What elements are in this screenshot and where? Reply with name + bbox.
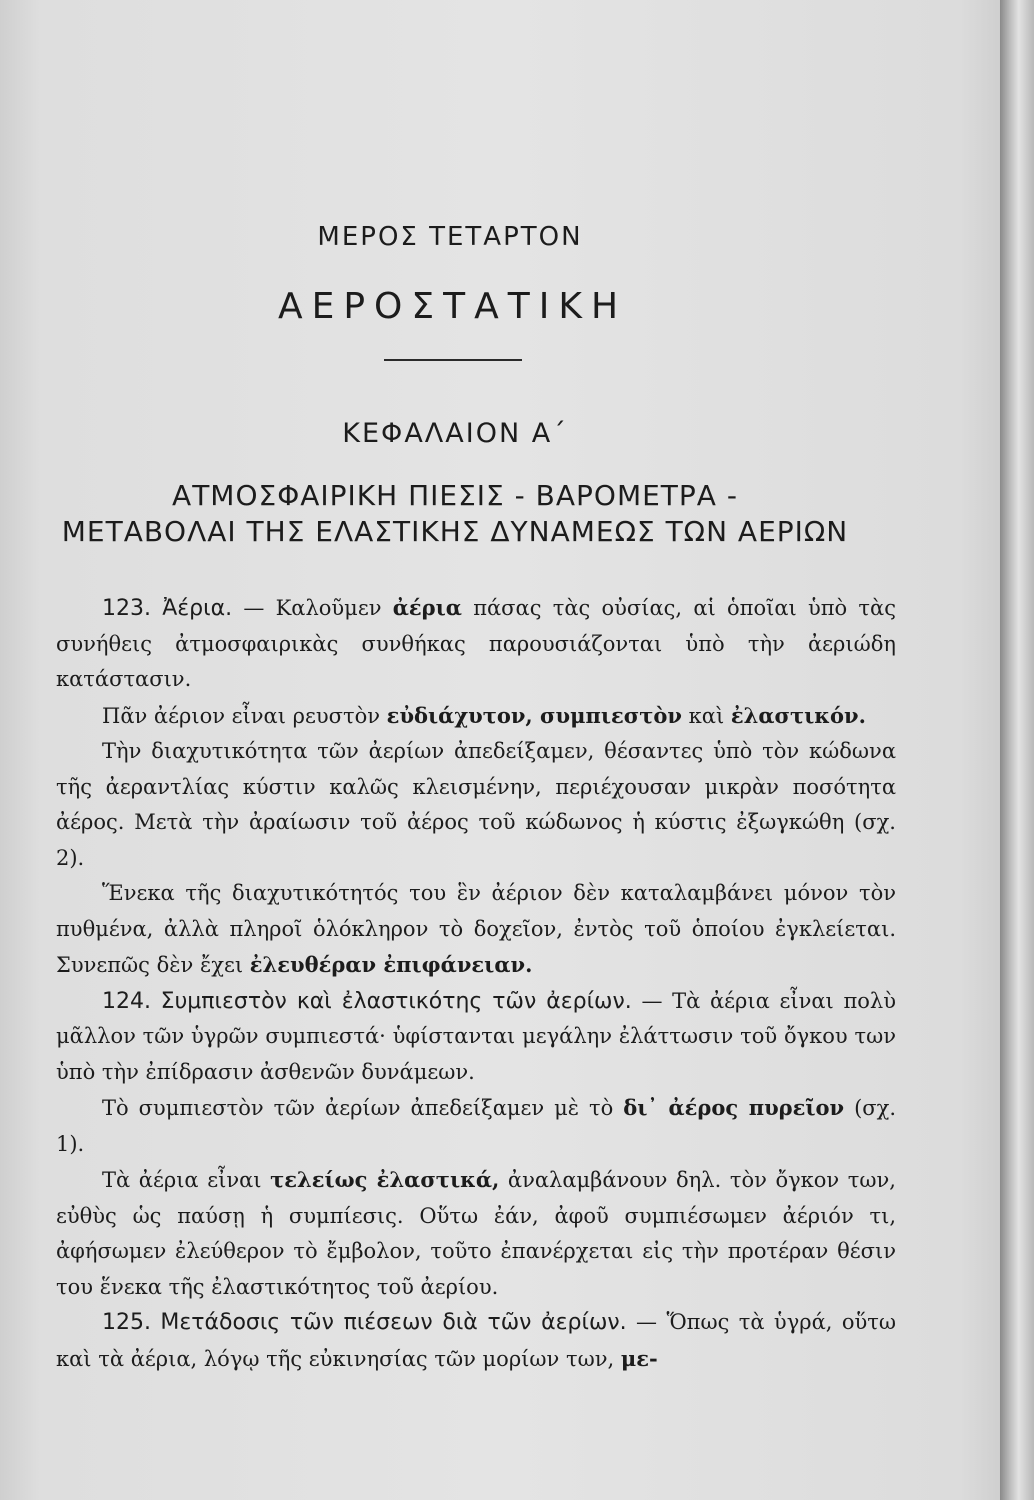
paragraph xyxy=(56,1090,896,1162)
text: Ὅπως τὰ ὑγρά, οὕτω καὶ τὰ ἀέρια, λόγῳ τῆς εὐκινησίας τῶν μορίων των, xyxy=(56,1310,896,1371)
text: Τὰ ἀέρια εἶναι πολὺ μᾶλλον τῶν ὑγρῶν συμπιεστά· ὑφίστανται μεγάλην ἐλάττωσιν τοῦ ὄγκου των ὑπὸ τὴν ἐπίδρασιν ἀσθενῶν δυνάμεων. xyxy=(56,988,896,1084)
paragraph xyxy=(56,734,896,876)
paragraph xyxy=(56,698,896,735)
paragraph xyxy=(56,1162,896,1305)
text: Ἕνεκα τῆς διαχυτικότητός του ἓν ἀέριον δὲν καταλαμβάνει μόνον τὸν πυθμένα, ἀλλὰ πληροῖ ὁλόκληρον τὸ δοχεῖον, ἐντὸς τοῦ ὁποίου ἐγκλείεται. Συνεπῶς δὲν ἔχει xyxy=(56,881,896,977)
title-divider xyxy=(384,359,522,361)
bold-term: ἐλευθέραν ἐπιφάνειαν. xyxy=(249,952,533,977)
text: (σχ. 1). xyxy=(56,1096,897,1156)
text: καὶ xyxy=(681,703,731,728)
page-edge xyxy=(1000,0,1034,1500)
part-title: ΑΕΡΟΣΤΑΤΙΚΗ xyxy=(277,286,628,327)
paragraph xyxy=(56,876,896,984)
paragraph-125 xyxy=(56,1305,896,1377)
text: Πᾶν ἀέριον εἶναι ρευστὸν xyxy=(102,703,387,728)
section-dash: — xyxy=(626,1310,667,1334)
part-label: ΜΕΡΟΣ ΤΕΤΑΡΤΟΝ xyxy=(317,222,583,252)
bold-term: ἐλαστικόν. xyxy=(730,702,866,728)
section-title: Μετάδοσις τῶν πιέσεων διὰ τῶν ἀερίων. xyxy=(160,1310,627,1335)
section-number: 125. xyxy=(102,1310,151,1335)
section-dash: — xyxy=(631,988,673,1013)
chapter-label: ΚΕΦΑΛΑΙΟΝ Α΄ xyxy=(342,418,568,449)
text: Τὰ ἀέρια εἶναι xyxy=(102,1168,271,1192)
bold-term: τελείως ἐλαστικά, xyxy=(270,1167,500,1192)
bold-term: εὐδιάχυτον, συμπιεστὸν xyxy=(386,702,682,728)
text: ἀναλαμβάνουν δηλ. τὸν ὄγκον των, εὐθὺς ὡς παύσῃ ἡ συμπίεσις. Οὕτω ἐάν, ἀφοῦ συμπιέσωμεν ἀέριόν τι, ἀφήσωμεν ἐλεύθερον τὸ ἔμβολον, τοῦτο ἐπανέρχεται εἰς τὴν προτέραν θέσιν του ἕνεκα τῆς ἐλαστικότητος τοῦ ἀερίου. xyxy=(56,1168,896,1299)
chapter-title-line-1: ΑΤΜΟΣΦΑΙΡΙΚΗ ΠΙΕΣΙΣ - ΒΑΡΟΜΕΤΡΑ - xyxy=(172,479,738,512)
text: Τὴν διαχυτικότητα τῶν ἀερίων ἀπεδείξαμεν, θέσαντες ὑπὸ τὸν κώδωνα τῆς ἀεραντλίας κύστιν καλῶς κλεισμένην, περιέχουσαν μικρὰν ποσότητα ἀέρος. Μετὰ τὴν ἀραίωσιν τοῦ ἀέρος τοῦ κώδωνος ἡ κύστις ἐξωγκώθη (σχ. 2). xyxy=(56,739,896,870)
section-number: 123. xyxy=(102,596,151,621)
text: Τὸ συμπιεστὸν τῶν ἀερίων ἀπεδείξαμεν μὲ τὸ xyxy=(102,1096,624,1120)
chapter-title xyxy=(0,478,910,550)
bold-term: δι᾽ ἀέρος πυρεῖον xyxy=(623,1095,845,1120)
chapter-title-line-2: ΜΕΤΑΒΟΛΑΙ ΤΗΣ ΕΛΑΣΤΙΚΗΣ ΔΥΝΑΜΕΩΣ ΤΩΝ ΑΕΡΙΩΝ xyxy=(61,515,849,548)
text: πάσας τὰς οὐσίας, αἱ ὁποῖαι ὑπὸ τὰς συνήθεις ἀτμοσφαιρικὰς συνθήκας παρουσιάζονται ὑπὸ τὴν ἀεριώδη κατάστασιν. xyxy=(56,596,896,691)
section-dash: — xyxy=(232,596,276,620)
text: Καλοῦμεν xyxy=(275,596,393,620)
section-number: 124. xyxy=(102,988,151,1014)
section-title: Ἀέρια. xyxy=(162,596,233,621)
paragraph-124 xyxy=(56,984,896,1091)
body-text xyxy=(56,590,896,1377)
paragraph-123 xyxy=(56,590,896,698)
bold-term: ἀέρια xyxy=(392,595,462,620)
section-title: Συμπιεστὸν καὶ ἐλαστικότης τῶν ἀερίων. xyxy=(160,988,632,1014)
bold-term: με- xyxy=(620,1345,658,1371)
